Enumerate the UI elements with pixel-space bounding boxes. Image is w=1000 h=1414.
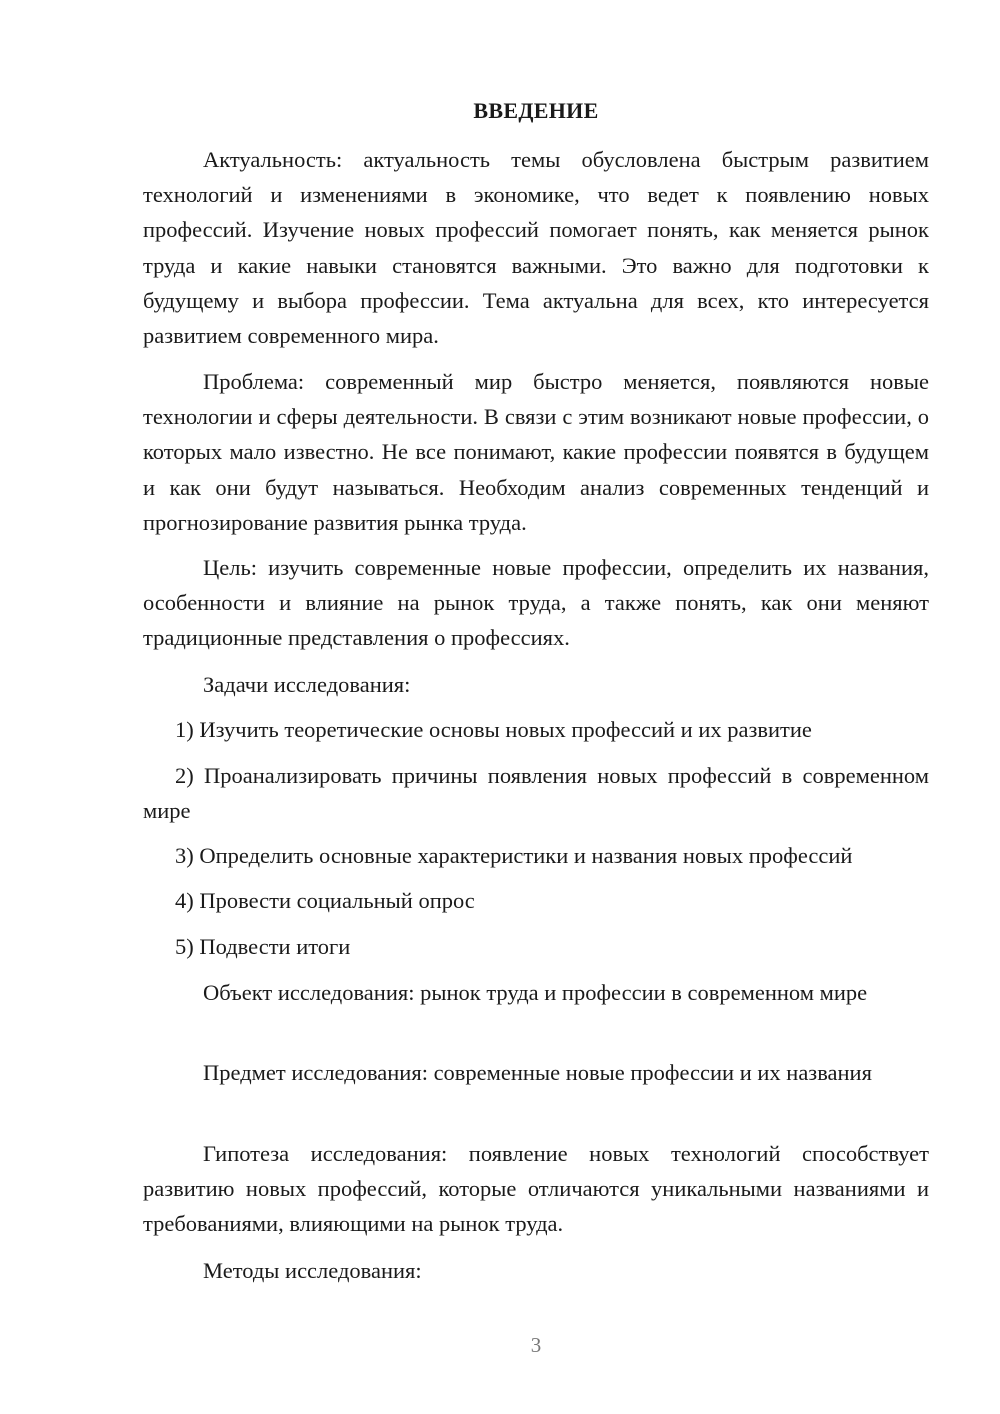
paragraph-object: Объект исследования: рынок труда и профессии в современном мире xyxy=(203,980,868,1005)
section-title: ВВЕДЕНИЕ xyxy=(473,98,599,123)
tasks-heading: Задачи исследования: xyxy=(203,672,411,697)
paragraph-subject: Предмет исследования: современные новые профессии и их названия xyxy=(203,1060,872,1085)
task-item-1: 1) Изучить теоретические основы новых профессий и их развитие xyxy=(175,717,812,742)
task-item-3: 3) Определить основные характеристики и названия новых профессий xyxy=(175,843,853,868)
task-item-2: 2) Проанализировать причины появления новых профессий в современном мире xyxy=(143,763,929,824)
paragraph-relevance: Актуальность: актуальность темы обусловлена быстрым развитием технологий и изменениями в экономике, что ведет к появлению новых профессий. Изучение новых профессий помогает понять, как меняется рынок труда и какие навыки становятся важными. Это важно для подготовки к будущему и выбора профессии. Тема актуальна для всех, кто интересуется развитием современного мира. xyxy=(143,147,929,349)
paragraph-problem: Проблема: современный мир быстро меняется, появляются новые технологии и сферы деятельности. В связи с этим возникают новые профессии, о которых мало известно. Не все понимают, какие профессии появятся в будущем и как они будут называться. Необходим анализ современных тенденций и прогнозирование развития рынка труда. xyxy=(143,369,929,535)
methods-heading: Методы исследования: xyxy=(203,1258,422,1283)
task-item-4: 4) Провести социальный опрос xyxy=(175,888,475,913)
paragraph-goal: Цель: изучить современные новые профессии, определить их названия, особенности и влияние на рынок труда, а также понять, как они меняют традиционные представления о профессиях. xyxy=(143,555,929,651)
paragraph-hypothesis: Гипотеза исследования: появление новых технологий способствует развитию новых профессий, которые отличаются уникальными названиями и требованиями, влияющими на рынок труда. xyxy=(143,1141,929,1237)
task-item-5: 5) Подвести итоги xyxy=(175,934,351,959)
page-number: 3 xyxy=(530,1333,542,1357)
